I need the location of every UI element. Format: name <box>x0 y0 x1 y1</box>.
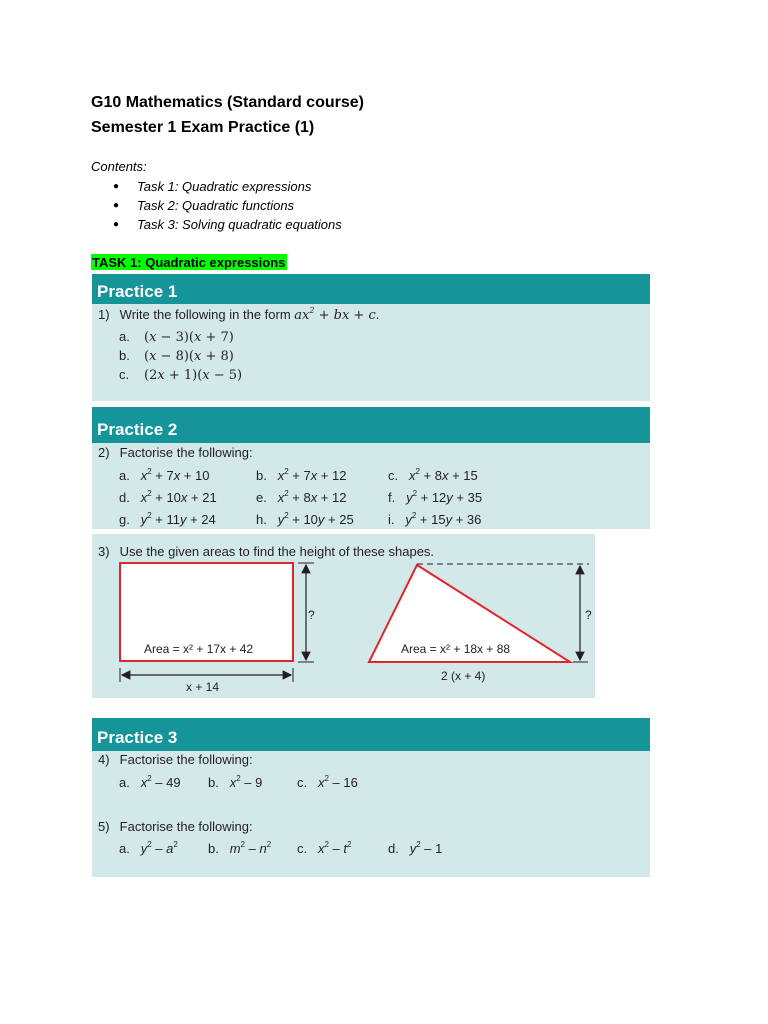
form-expression: $ax^2$ + bx + c <box>294 306 376 323</box>
practice2-question: 2) Factorise the following: <box>98 445 253 460</box>
triangle-height-label: ? <box>585 608 592 622</box>
question4-item-b: b. $x^2 - 9$ <box>208 774 263 790</box>
area-shapes-figure <box>92 534 595 698</box>
practice1-item-b: b. (x − 8)(x + 8) <box>119 348 234 364</box>
practice2-card <box>92 407 650 529</box>
question5-item-b: b. $m^2 - n^2$ <box>208 840 272 856</box>
document-subtitle: Semester 1 Exam Practice (1) <box>91 119 315 136</box>
contents-item: ● Task 1: Quadratic expressions <box>110 178 342 197</box>
practice2-item-h: h. $y^2 + 10y + 25$ <box>256 511 354 527</box>
contents-item: ● Task 2: Quadratic functions <box>110 197 342 216</box>
practice3-title: Practice 3 <box>92 718 650 751</box>
question3-text: 3) Use the given areas to find the height of these shapes. <box>98 544 435 559</box>
practice2-item-c: c. $x^2 + 8x + 15$ <box>388 467 478 483</box>
practice2-item-d: d. $x^2 + 10x + 21$ <box>119 489 217 505</box>
rect-area-label: Area = x² + 17x + 42 <box>144 642 254 656</box>
triangle-area-label: Area = x² + 18x + 88 <box>401 642 511 656</box>
practice2-item-e: e. $x^2 + 8x + 12$ <box>256 489 347 505</box>
practice2-item-i: i. $y^2 + 15y + 36$ <box>388 511 482 527</box>
question4-item-a: a. $x^2 - 49$ <box>119 774 181 790</box>
practice3-card <box>92 718 650 877</box>
question4-text: 4) Factorise the following: <box>98 752 253 767</box>
practice1-card <box>92 274 650 401</box>
practice2-item-b: b. $x^2 + 7x + 12$ <box>256 467 347 483</box>
question4-item-c: c. $x^2 - 16$ <box>297 774 358 790</box>
rect-height-label: ? <box>308 608 315 622</box>
practice1-item-c: c. (2x + 1)(x − 5) <box>119 367 243 383</box>
contents-label: Contents: <box>91 159 147 174</box>
question5-item-c: c. $x^2 - t^2$ <box>297 840 352 856</box>
question3-panel <box>92 534 595 698</box>
practice1-title: Practice 1 <box>92 274 650 304</box>
practice2-item-a: a. $x^2 + 7x + 10$ <box>119 467 210 483</box>
question5-item-d: d. $y^2 - 1$ <box>388 840 443 856</box>
practice2-title: Practice 2 <box>92 407 650 443</box>
triangle-base-label: 2 (x + 4) <box>441 669 486 683</box>
practice2-item-g: g. $y^2 + 11y + 24$ <box>119 511 216 527</box>
practice1-question: 1) Write the following in the form $ax^2$ + bx + c. <box>98 306 380 323</box>
contents-item: ● Task 3: Solving quadratic equations <box>110 216 342 235</box>
question5-item-a: a. $y^2 - a^2$ <box>119 840 178 856</box>
practice1-item-a: a. (x − 3)(x + 7) <box>119 329 234 345</box>
question5-text: 5) Factorise the following: <box>98 819 253 834</box>
document-title: G10 Mathematics (Standard course) <box>91 94 364 111</box>
task1-heading: TASK 1: Quadratic expressions <box>92 255 286 270</box>
contents-list <box>110 178 342 235</box>
practice2-item-f: f. $y^2 + 12y + 35$ <box>388 489 483 505</box>
rect-width-label: x + 14 <box>186 680 220 694</box>
